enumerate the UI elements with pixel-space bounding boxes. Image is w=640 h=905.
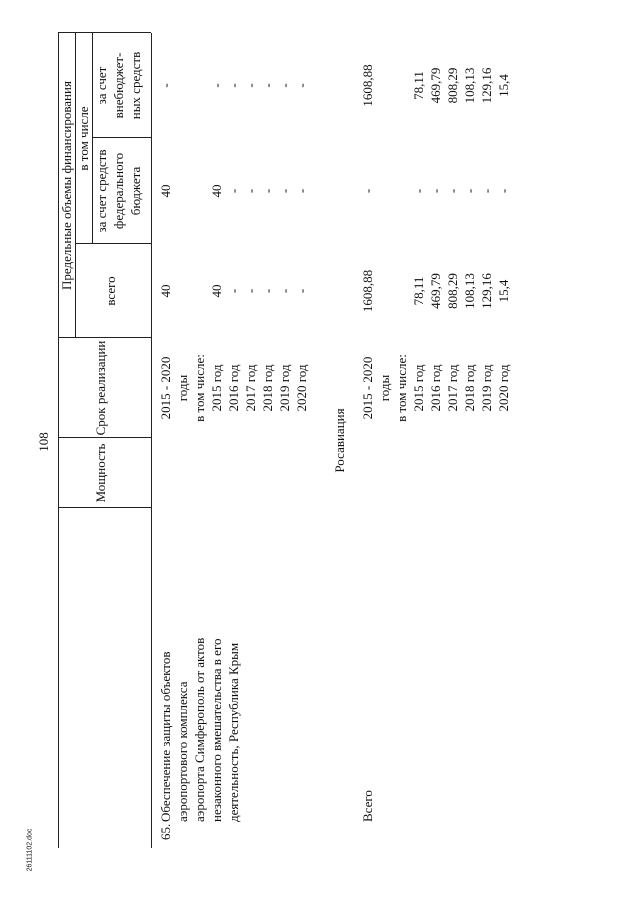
- header-extrabudget: за счет внебюджет- ных средств: [94, 51, 143, 120]
- row-65-extrabudget: - - - - - - -: [158, 83, 309, 88]
- document-sheet: [58, 33, 511, 848]
- file-name: 26111102.doc: [26, 828, 34, 872]
- header-total: всего: [103, 276, 118, 306]
- total-row-period: 2015 - 2020 годы в том числе: 2015 год 2016 год 2017 год 2018 год 2019 год 2020 год: [360, 354, 511, 422]
- financing-table: [58, 33, 618, 848]
- header-federal: за счет средств федерального бюджета: [94, 149, 143, 233]
- header-limits: Предельные объемы финансирования: [59, 81, 74, 290]
- agency-heading: Росавиация: [332, 408, 347, 473]
- page-number: 108: [36, 432, 51, 452]
- total-row-extrabudget: 1608,88 78,11 469,79 808,29 108,13 129,16 15,4: [360, 64, 511, 107]
- header-period: Срок реализации: [93, 340, 108, 436]
- header-bottom-border: [151, 33, 152, 848]
- row-65-period: 2015 - 2020 годы в том числе: 2015 год 2016 год 2017 год 2018 год 2019 год 2020 год: [158, 354, 309, 422]
- row-65-total: 40 40 - - - - -: [158, 284, 309, 298]
- total-row-federal: - - - - - - -: [360, 188, 511, 194]
- header-including: в том числе: [76, 106, 91, 171]
- row-65-name: Обеспечение защиты объектов аэропортового комплекса аэропорта Симферополь от актов незаконного вмешательства в его деятельность, Республика Крым: [158, 637, 241, 822]
- row-65-federal: 40 40 - - - - -: [158, 184, 309, 198]
- total-row-total: 1608,88 78,11 469,79 808,29 108,13 129,16 15,4: [360, 269, 511, 313]
- total-row-label: Всего: [360, 790, 375, 822]
- including-header-underline: [92, 33, 93, 244]
- header-power: Мощность: [93, 443, 108, 503]
- row-65-number: 65.: [158, 823, 173, 840]
